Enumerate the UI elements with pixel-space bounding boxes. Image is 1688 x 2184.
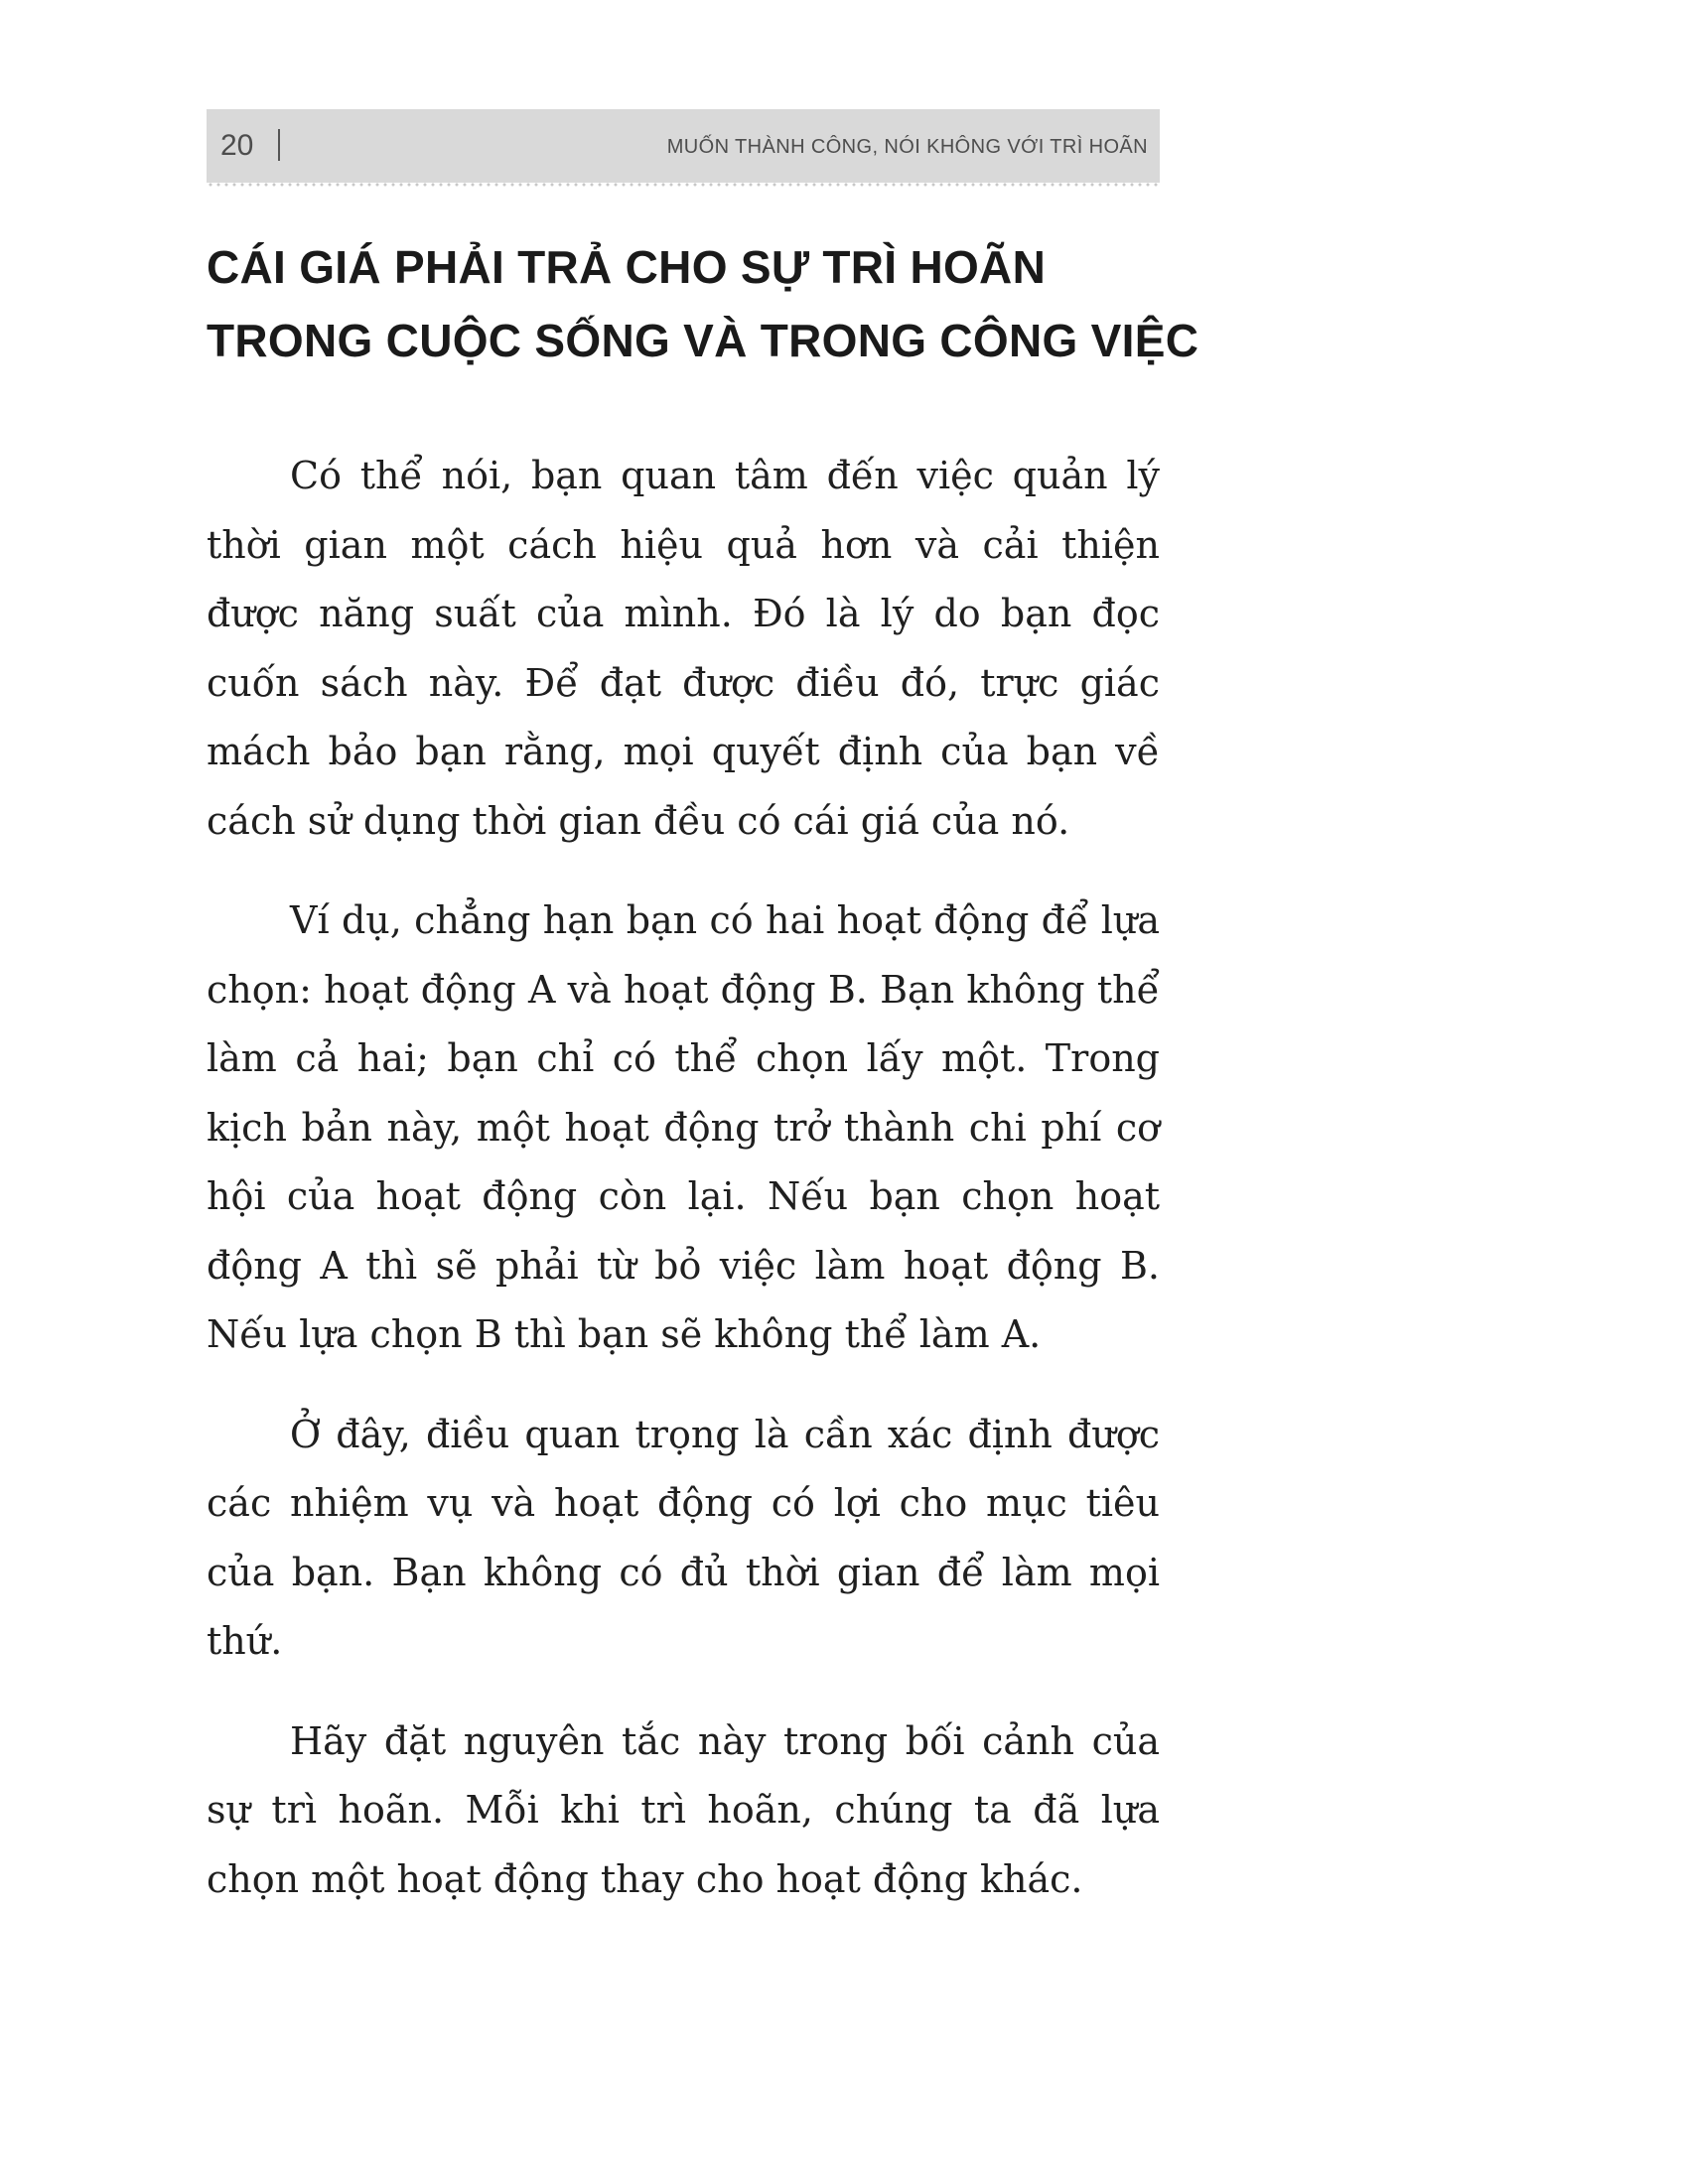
paragraph: Ở đây, điều quan trọng là cần xác định được các nhiệm vụ và hoạt động có lợi cho mục tiêu của bạn. Bạn không có đủ thời gian để làm mọi thứ.	[207, 1412, 1160, 1663]
book-title: MUỐN THÀNH CÔNG, NÓI KHÔNG VỚI TRÌ HOÃN	[666, 136, 1148, 158]
chapter-heading-line-2: TRONG CUỘC SỐNG VÀ TRONG CÔNG VIỆC	[207, 315, 1199, 366]
paragraph: Hãy đặt nguyên tắc này trong bối cảnh của sự trì hoãn. Mỗi khi trì hoãn, chúng ta đã lựa chọn một hoạt động thay cho hoạt động khác.	[207, 1718, 1160, 1901]
chapter-heading-line-1: CÁI GIÁ PHẢI TRẢ CHO SỰ TRÌ HOÃN	[207, 241, 1047, 293]
header-separator	[278, 129, 280, 161]
page-number: 20	[220, 129, 254, 162]
paragraph: Có thể nói, bạn quan tâm đến việc quản lý thời gian một cách hiệu quả hơn và cải thiện được năng suất của mình. Đó là lý do bạn đọc cuốn sách này. Để đạt được điều đó, trực giác mách bảo bạn rằng, mọi quyết định của bạn về cách sử dụng thời gian đều có cái giá của nó.	[207, 454, 1160, 843]
paragraph: Ví dụ, chẳng hạn bạn có hai hoạt động để lựa chọn: hoạt động A và hoạt động B. Bạn không thể làm cả hai; bạn chỉ có thể chọn lấy một. Trong kịch bản này, một hoạt động trở thành chi phí cơ hội của hoạt động còn lại. Nếu bạn chọn hoạt động A thì sẽ phải từ bỏ việc làm hoạt động B. Nếu lựa chọn B thì bạn sẽ không thể làm A.	[207, 898, 1160, 1356]
chapter-heading	[207, 230, 1199, 377]
body-text	[207, 442, 1160, 1945]
running-header	[207, 109, 1160, 183]
